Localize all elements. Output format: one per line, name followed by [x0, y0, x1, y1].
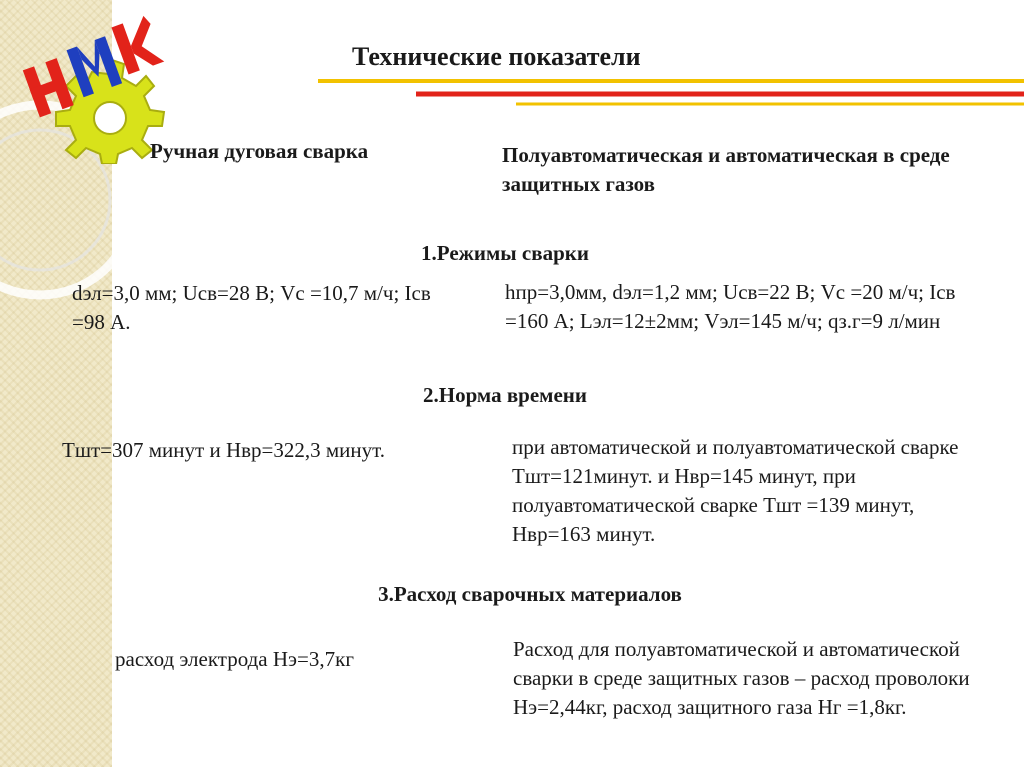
time-norm-manual: Тшт=307 минут и Нвр=322,3 минут. — [62, 438, 385, 462]
title-underline — [318, 76, 1024, 112]
section-heading-welding-modes: 1.Режимы сварки — [421, 241, 589, 265]
column-header-gas: Полуавтоматическая и автоматическая в среде защитных газов — [502, 143, 950, 196]
materials-manual: расход электрода Нэ=3,7кг — [115, 647, 354, 671]
time-norm-gas: при автоматической и полуавтоматической сварке Тшт=121минут. и Нвр=145 минут, при полуавтоматической сварке Тшт =139 минут, Нвр=163 минут. — [512, 435, 959, 546]
section-heading-time-norm: 2.Норма времени — [422, 383, 588, 407]
welding-modes-manual: dэл=3,0 мм; Uсв=28 В; Vс =10,7 м/ч; Iсв =98 А. — [72, 281, 431, 334]
section-heading-materials: 3.Расход сварочных материалов — [378, 582, 682, 606]
column-header-manual: Ручная дуговая сварка — [150, 139, 369, 163]
welding-modes-gas: hпр=3,0мм, dэл=1,2 мм; Uсв=22 В; Vс =20 м/ч; Iсв =160 А; Lэл=12±2мм; Vэл=145 м/ч; qз.г=9 л/мин — [505, 280, 956, 333]
materials-gas: Расход для полуавтоматической и автоматической сварки в среде защитных газов – расход проволоки Нэ=2,44кг, расход защитного газа Нг =1,8кг. — [513, 637, 970, 719]
page-title: Технические показатели — [352, 42, 641, 71]
